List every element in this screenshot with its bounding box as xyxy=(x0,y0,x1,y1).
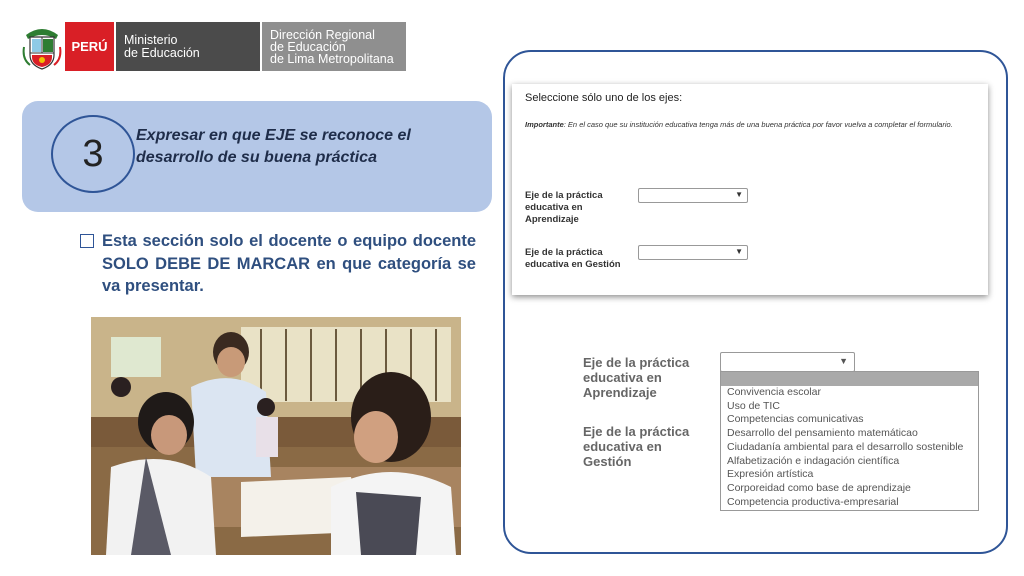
aprendizaje-options-list xyxy=(720,371,979,511)
option-item[interactable]: Alfabetización e indagación científica xyxy=(727,454,900,467)
option-item[interactable]: Corporeidad como base de aprendizaje xyxy=(727,481,911,494)
zoom-gestion-label: Eje de la práctica educativa en Gestión xyxy=(583,424,690,469)
form-panel xyxy=(512,84,988,295)
option-item[interactable]: Competencias comunicativas xyxy=(727,413,864,426)
zoom-aprendizaje-select[interactable] xyxy=(720,352,855,372)
dropdown-arrow-icon: ▼ xyxy=(839,356,848,366)
peru-label: PERÚ xyxy=(65,22,114,71)
step-banner xyxy=(22,101,492,212)
option-item[interactable]: Desarrollo del pensamiento matemáticao xyxy=(727,427,918,440)
aprendizaje-select[interactable] xyxy=(638,188,748,203)
form-heading: Seleccione sólo uno de los ejes: xyxy=(525,92,683,104)
aprendizaje-label: Eje de la práctica educativa en Aprendizaje xyxy=(525,190,603,225)
ministry-name: Ministerio de Educación xyxy=(114,22,260,71)
option-item[interactable]: Ciudadanía ambiental para el desarrollo sostenible xyxy=(727,440,964,453)
classroom-photo xyxy=(91,317,461,555)
zoom-aprendizaje-label: Eje de la práctica educativa en Aprendizaje xyxy=(583,355,690,400)
peru-coat-of-arms-icon xyxy=(22,25,62,71)
gestion-select[interactable] xyxy=(638,245,748,260)
option-item[interactable]: Competencia productiva-empresarial xyxy=(727,495,899,508)
dropdown-arrow-icon: ▼ xyxy=(735,190,743,199)
instruction-text: Esta sección solo el docente o equipo docente SOLO DEBE DE MARCAR en que categoría se va presentar. xyxy=(102,232,476,295)
gestion-label: Eje de la práctica educativa en Gestión xyxy=(525,247,621,270)
option-item[interactable]: Expresión artística xyxy=(727,468,814,481)
dropdown-arrow-icon: ▼ xyxy=(735,247,743,256)
option-item[interactable]: Uso de TIC xyxy=(727,399,780,412)
option-item[interactable]: Convivencia escolar xyxy=(727,386,821,398)
instruction-bullet xyxy=(80,230,476,298)
form-note: Importante: En el caso que su institución educativa tenga más de una buena práctica por favor vuelva a completar el formulario. xyxy=(525,120,953,129)
regional-office-name: Dirección Regional de Educación de Lima Metropolitana xyxy=(260,22,406,71)
ministry-logo xyxy=(65,22,406,71)
checkbox-bullet-icon xyxy=(80,234,94,248)
step-title: Expresar en que EJE se reconoce el desarrollo de su buena práctica xyxy=(136,127,411,166)
highlighted-empty-option[interactable] xyxy=(721,372,978,386)
step-number: 3 xyxy=(51,115,135,193)
